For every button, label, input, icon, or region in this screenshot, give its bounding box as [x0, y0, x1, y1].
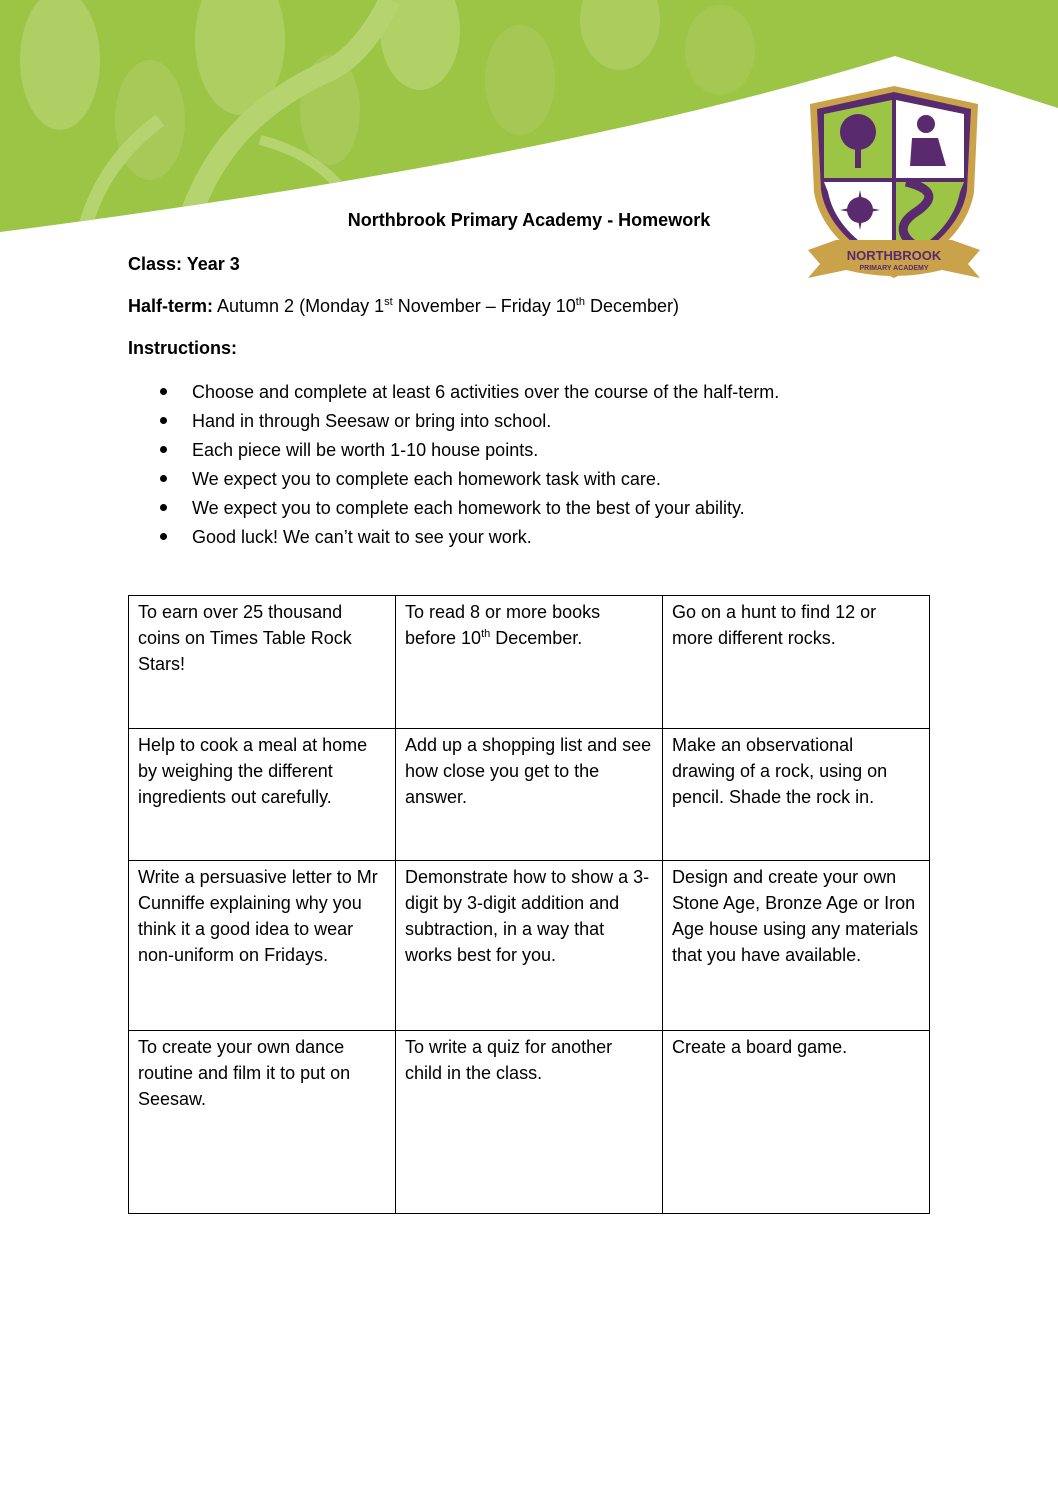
table-cell: Create a board game. — [663, 1031, 930, 1214]
bullet-icon — [160, 446, 167, 453]
list-item-text: Hand in through Seesaw or bring into school. — [192, 411, 552, 431]
list-item-text: Good luck! We can’t wait to see your work. — [192, 527, 532, 547]
table-cell — [396, 596, 663, 729]
table-cell: Help to cook a meal at home by weighing the different ingredients out carefully. — [129, 729, 396, 861]
table-cell: Demonstrate how to show a 3-digit by 3-digit addition and subtraction, in a way that works best for you. — [396, 861, 663, 1031]
list-item — [160, 466, 779, 495]
half-term-sup-a: st — [384, 296, 393, 308]
document-title: Northbrook Primary Academy - Homework — [347, 210, 711, 230]
list-item — [160, 495, 779, 524]
school-crest-logo — [806, 82, 982, 292]
bullet-icon — [160, 475, 167, 482]
half-term-line — [128, 296, 679, 317]
class-label: Class: Year 3 — [128, 254, 240, 274]
table-cell: To earn over 25 thousand coins on Times Table Rock Stars! — [129, 596, 396, 729]
list-item — [160, 437, 779, 466]
cell-sup: th — [481, 628, 491, 640]
bullet-icon — [160, 504, 167, 511]
bullet-icon — [160, 388, 167, 395]
table-row — [129, 596, 930, 729]
table-cell: Write a persuasive letter to Mr Cunniffe explaining why you think it a good idea to wear non-uniform on Fridays. — [129, 861, 396, 1031]
logo-text-line2: PRIMARY ACADEMY — [859, 265, 929, 272]
list-item — [160, 408, 779, 437]
logo-text-line1: NORTHBROOK — [846, 248, 942, 263]
instructions-heading: Instructions: — [128, 338, 238, 358]
bullet-icon — [160, 533, 167, 540]
half-term-text-a: Autumn 2 (Monday 1 — [213, 296, 385, 316]
list-item-text: We expect you to complete each homework to the best of your ability. — [192, 498, 745, 518]
table-cell: Make an observational drawing of a rock, using on pencil. Shade the rock in. — [663, 729, 930, 861]
table-row — [129, 729, 930, 861]
table-row — [129, 861, 930, 1031]
table-row — [129, 1031, 930, 1214]
list-item-text: Each piece will be worth 1-10 house points. — [192, 440, 539, 460]
bullet-icon — [160, 417, 167, 424]
half-term-sup-b: th — [575, 296, 585, 308]
list-item-text: Choose and complete at least 6 activities over the course of the half-term. — [192, 382, 780, 402]
table-cell: Design and create your own Stone Age, Bronze Age or Iron Age house using any materials that you have available. — [663, 861, 930, 1031]
list-item — [160, 379, 779, 408]
half-term-text-c: December) — [584, 296, 679, 316]
instructions-list — [160, 379, 779, 553]
table-cell: Add up a shopping list and see how close you get to the answer. — [396, 729, 663, 861]
list-item — [160, 524, 779, 553]
half-term-label: Half-term: — [128, 296, 214, 316]
cell-text: December. — [490, 628, 583, 648]
table-cell: To create your own dance routine and film it to put on Seesaw. — [129, 1031, 396, 1214]
activities-table — [128, 595, 930, 1214]
half-term-text-b: November – Friday 10 — [392, 296, 576, 316]
cell-text: To read 8 or more books before 10 — [405, 602, 601, 648]
table-cell: Go on a hunt to find 12 or more different rocks. — [663, 596, 930, 729]
table-cell: To write a quiz for another child in the class. — [396, 1031, 663, 1214]
list-item-text: We expect you to complete each homework task with care. — [192, 469, 661, 489]
